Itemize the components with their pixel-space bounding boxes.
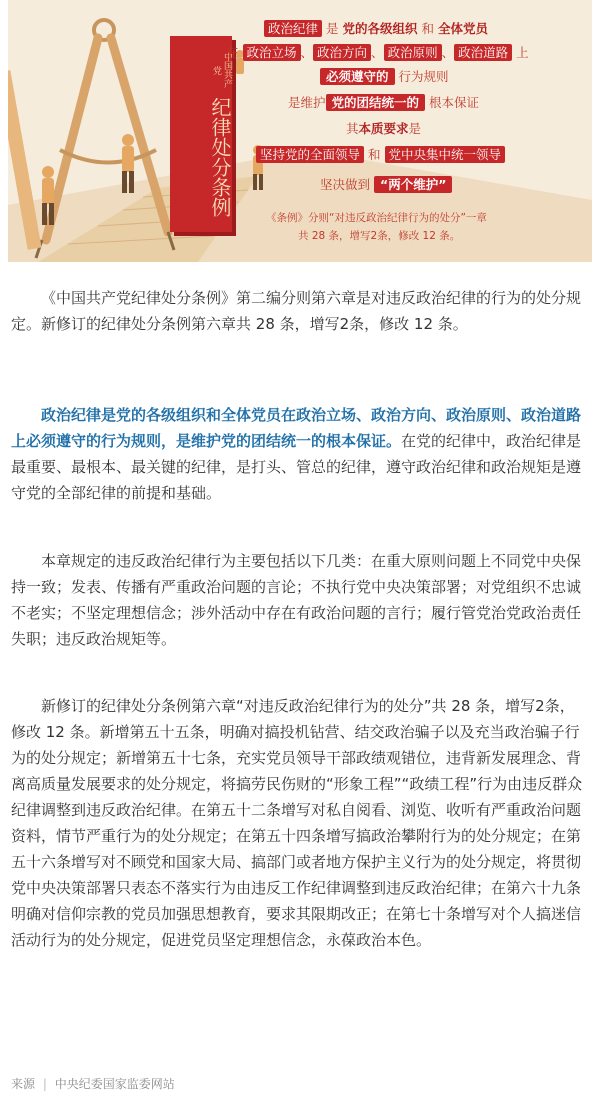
- banner-line-5: 其本质要求是: [346, 121, 422, 136]
- header-illustration: [8, 0, 592, 262]
- banner-line-4: 是维护 党的团结统一的 根本保证: [288, 95, 480, 110]
- banner-line-3: 必须遵守的 行为规则: [320, 67, 449, 87]
- banner-line-2: 在 政治立场 、 政治方向 、 政治原则 、 政治道路 上: [226, 45, 529, 60]
- tag-political-discipline: 政治纪律: [264, 20, 322, 37]
- paragraph-1: 《中国共产党纪律处分条例》第二编分则第六章是对违反政治纪律的行为的处分规定。新修订的纪律处分条例第六章共 28 条，增写2条，修改 12 条。: [11, 289, 582, 333]
- source-name: 中央纪委国家监委网站: [54, 1077, 175, 1091]
- source-separator: |: [42, 1077, 47, 1091]
- banner-line-6: 坚持党的全面领导 和 党中央集中统一领导: [256, 145, 505, 165]
- paragraph-3: 本章规定的违反政治纪律行为主要包括以下几类：在重大原则问题上不同党中央保持一致；发表、传播有严重政治问题的言论；不执行党中央决策部署；对党组织不忠诚不老实；不坚定理想信念；涉外活动中存在有政治问题的言行；履行管党治党政治责任失职；违反政治规矩等。: [11, 552, 582, 648]
- banner-note-1: 《条例》分则“对违反政治纪律行为的处分”一章: [266, 212, 487, 224]
- book-subtitle: 中国共产党: [211, 52, 232, 88]
- paragraph-4: 新修订的纪律处分条例第六章“对违反政治纪律行为的处分”共 28 条，增写2条，修改 12 条。新增第五十五条，明确对搞投机钻营、结交政治骗子以及充当政治骗子行为的处分规定；新增第五十七条，充实党员领导干部政绩观错位，违背新发展理念、背离高质量发展要求的处分规定，将搞劳民伤财的“形象工程”“政绩工程”行为由违反群众纪律调整到违反政治纪律。在第五十二条增写对私自阅看、浏览、收听有严重政治问题资料，情节严重行为的处分规定；在第五十四条增写搞政治攀附行为的处分规定；在第五十六条增写对不顾党和国家大局、搞部门或者地方保护主义行为的处分规定，将贯彻党中央决策部署只表态不落实行为由违反工作纪律调整到违反政治纪律；在第六十九条明确对信仰宗教的党员加强思想教育，要求其限期改正；在第七十条增写对个人搞迷信活动行为的处分规定，促进党员坚定理想信念，永葆政治本色。: [11, 697, 583, 949]
- source-footer: [11, 1075, 175, 1092]
- highlight-definition: 政治纪律是党的各级组织和全体党员在政治立场、政治方向、政治原则、政治道路上必须遵守的行为规则，是维护党的团结统一的根本保证。: [11, 406, 582, 450]
- regulation-book: [170, 36, 232, 232]
- banner-line-1: 政治纪律 是 党的各级组织 和 全体党员: [264, 19, 488, 39]
- source-label: 来源: [11, 1077, 36, 1091]
- banner-note-2: 共 28 条，增写2条，修改 12 条。: [298, 230, 461, 242]
- banner-line-7: 坚决做到 “两个维护”: [320, 175, 452, 195]
- book-title: 纪律处分条例: [208, 97, 232, 217]
- paragraph-2: 政治纪律是党的各级组织和全体党员在政治立场、政治方向、政治原则、政治道路上必须遵守的行为规则，是维护党的团结统一的根本保证。在党的纪律中，政治纪律是最重要、最根本、最关键的纪律，是打头、管总的纪律，遵守政治纪律和政治规矩是遵守党的全部纪律的前提和基础。: [11, 406, 582, 502]
